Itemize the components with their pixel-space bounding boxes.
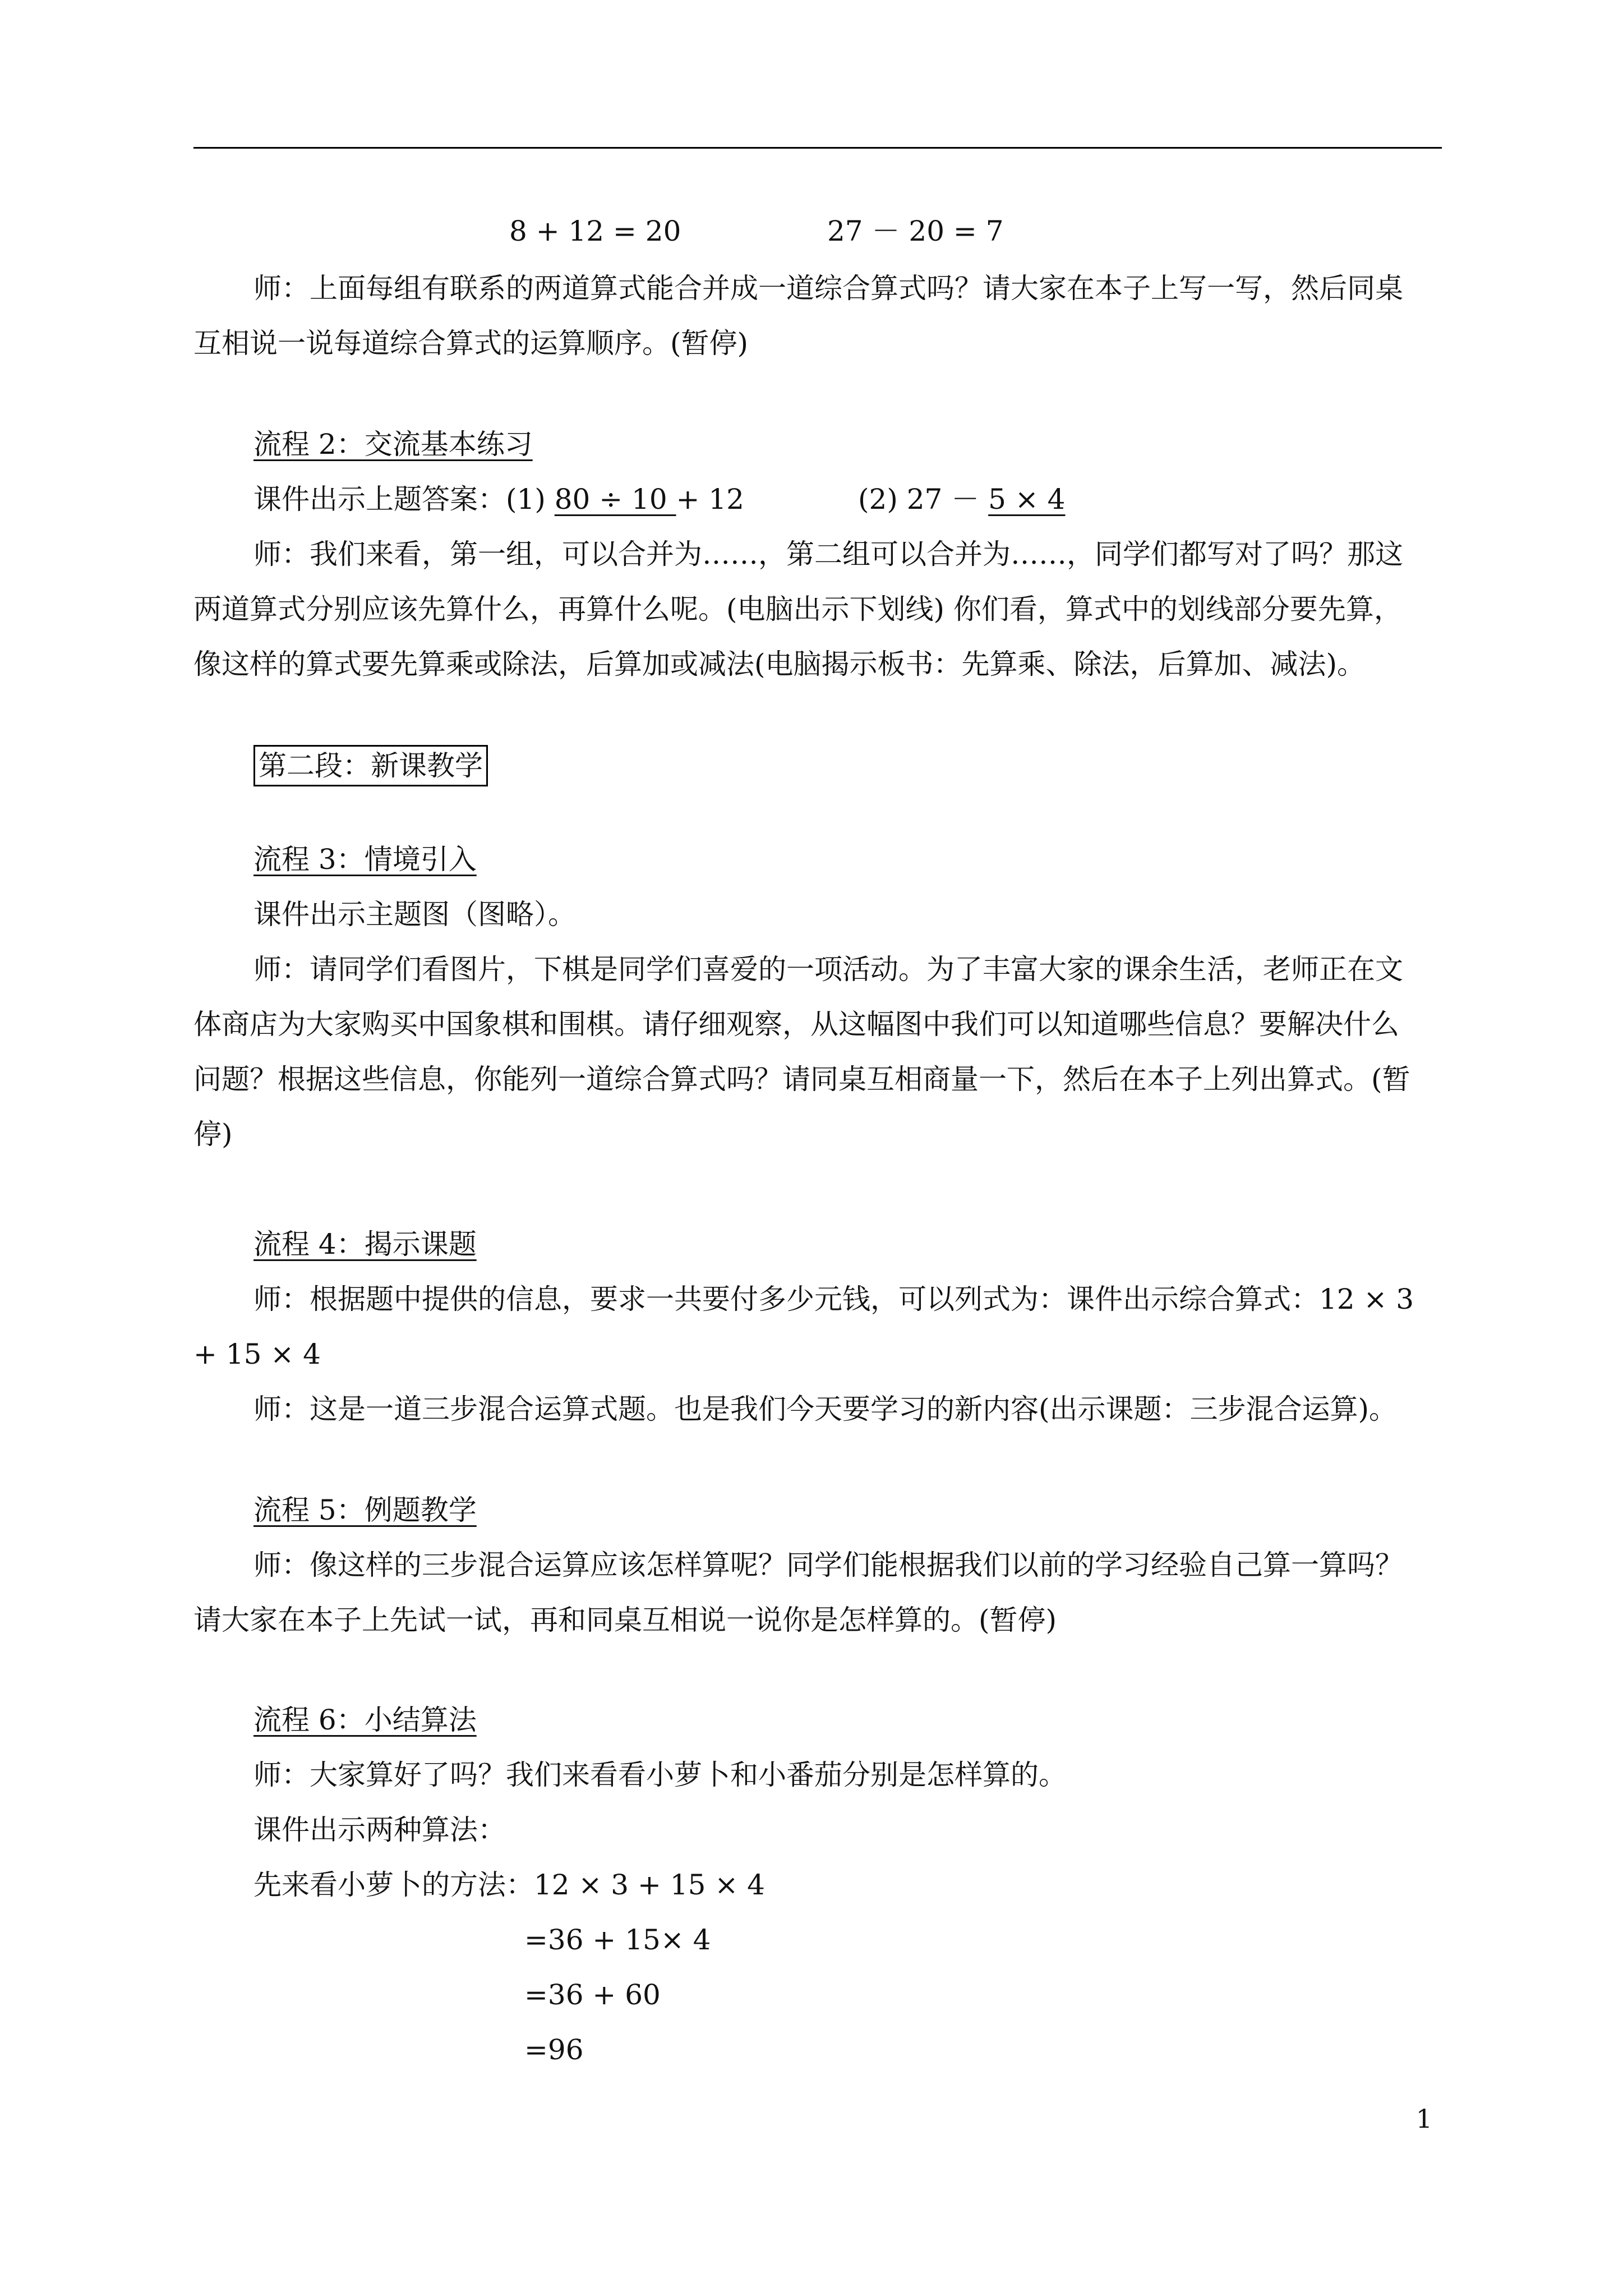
paragraph-line: 问题？根据这些信息，你能列一道综合算式吗？请同桌互相商量一下，然后在本子上列出算式。(暂	[193, 1063, 1410, 1096]
paragraph-line: 两道算式分别应该先算什么，再算什么呢。(电脑出示下划线) 你们看，算式中的划线部分要先算，	[193, 593, 1402, 625]
answer-1-underlined: 80 ÷ 10	[554, 483, 676, 516]
paragraph-line: 停)	[193, 1118, 233, 1151]
paragraph-line: 师：这是一道三步混合运算式题。也是我们今天要学习的新内容(出示课题：三步混合运算)。	[253, 1393, 1398, 1425]
answer-2	[858, 481, 1065, 517]
page-number: 1	[1415, 2104, 1432, 2134]
paragraph-line: 师：根据题中提供的信息，要求一共要付多少元钱，可以列式为：课件出示综合算式：12 × 3	[253, 1283, 1414, 1315]
answer-2-prefix: (2) 27 －	[858, 483, 989, 516]
calc-step: =36 + 15× 4	[524, 1924, 711, 1956]
step-heading-3: 流程 3：情境引入	[253, 843, 477, 876]
calc-step: =96	[524, 2033, 584, 2066]
paragraph-line: 课件出示两种算法：	[253, 1814, 506, 1846]
answer-1-rest: + 12	[676, 483, 744, 516]
paragraph-line: 师：我们来看，第一组，可以合并为……，第二组可以合并为……，同学们都写对了吗？那这	[253, 538, 1403, 570]
paragraph-line: 请大家在本子上先试一试，再和同桌互相说一说你是怎样算的。(暂停)	[193, 1604, 1057, 1636]
header-rule	[193, 147, 1442, 149]
paragraph-line: 体商店为大家购买中国象棋和围棋。请仔细观察，从这幅图中我们可以知道哪些信息？要解决什么	[193, 1008, 1399, 1041]
section-title: 第二段：新课教学	[253, 745, 488, 786]
equation-2: 27 － 20 = 7	[827, 215, 1004, 247]
paragraph-line: 互相说一说每道综合算式的运算顺序。(暂停)	[193, 327, 749, 360]
paragraph-line: 师：像这样的三步混合运算应该怎样算呢？同学们能根据我们以前的学习经验自己算一算吗？	[253, 1549, 1403, 1581]
paragraph-line: + 15 × 4	[193, 1338, 321, 1370]
step-heading-6: 流程 6：小结算法	[253, 1704, 477, 1736]
step-heading-5: 流程 5：例题教学	[253, 1494, 477, 1526]
answer-2-underlined: 5 × 4	[988, 483, 1066, 516]
paragraph-line: 像这样的算式要先算乘或除法，后算加或减法(电脑揭示板书：先算乘、除法，后算加、减法)。	[193, 648, 1366, 680]
answer-line	[253, 481, 744, 517]
paragraph-line: 先来看小萝卜的方法：12 × 3 + 15 × 4	[253, 1869, 765, 1901]
step-heading-4: 流程 4：揭示课题	[253, 1228, 477, 1260]
paragraph-line: 师：大家算好了吗？我们来看看小萝卜和小番茄分别是怎样算的。	[253, 1759, 1067, 1791]
paragraph-line: 师：上面每组有联系的两道算式能合并成一道综合算式吗？请大家在本子上写一写，然后同桌	[253, 272, 1403, 305]
paragraph-line: 师：请同学们看图片，下棋是同学们喜爱的一项活动。为了丰富大家的课余生活，老师正在文	[253, 953, 1403, 986]
calc-step: =36 + 60	[524, 1978, 661, 2011]
equation-1: 8 + 12 = 20	[509, 215, 681, 247]
paragraph-line: 课件出示主题图（图略）。	[253, 898, 576, 931]
answer-prefix: 课件出示上题答案：(1)	[253, 483, 555, 516]
step-heading-2: 流程 2：交流基本练习	[253, 428, 533, 461]
